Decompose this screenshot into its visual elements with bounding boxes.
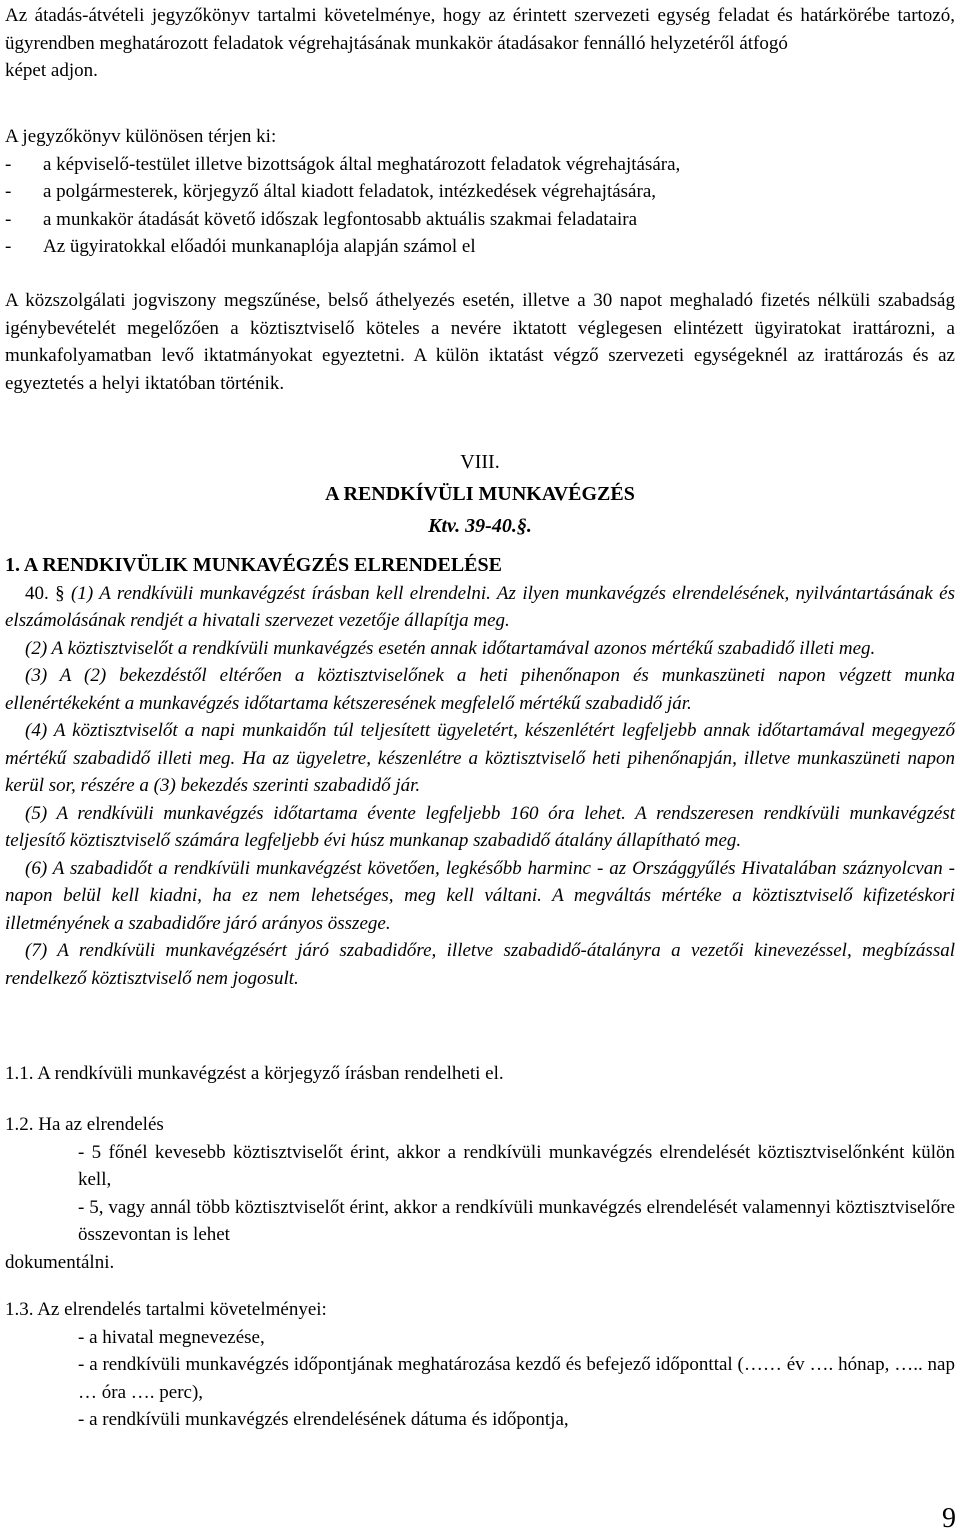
chapter-title: A RENDKÍVÜLI MUNKAVÉGZÉS [325, 483, 635, 505]
section-1-p7: (7) A rendkívüli munkavégzésért járó szabadidőre, illetve szabadidő-átalányra a vezetői kinevezéssel, megbízással rendelkező köztisztviselő nem jogosult. [5, 940, 955, 989]
section-1-1: 1.1. A rendkívüli munkavégzést a körjegyző írásban rendelheti el. [5, 1063, 504, 1084]
section-1-3-item: - a hivatal megnevezése, [78, 1326, 265, 1348]
paragraph-text: (1) A rendkívüli munkavégzést írásban kell elrendelni. Az ilyen munkavégzés elrendelésének, nyilvántartásának és elszámolásának rendjét a hivatali szervezet vezetője állapítja meg. [5, 582, 956, 631]
chapter-heading [5, 446, 955, 542]
section-1-2-item: - 5 főnél kevesebb köztisztviselőt érint, akkor a rendkívüli munkavégzés elrendelését köztisztviselőnként külön kell, [78, 1141, 955, 1190]
list-item: - Az ügyiratokkal előadói munkanaplója alapján számol el [5, 236, 476, 257]
chapter-number: VIII. [460, 451, 500, 473]
intro-continuation: képet adjon. [5, 60, 98, 81]
list-item: - a képviselő-testület illetve bizottságok által meghatározott feladatok végrehajtására, [5, 153, 681, 175]
list-block [5, 123, 955, 261]
page-number: 9 [942, 1503, 956, 1534]
section-1-p6: (6) A szabadidőt a rendkívüli munkavégzést követően, legkésőbb harminc - az Országgyűlés Hivatalában száznyolcvan - napon belül kell kiadni, ha ez nem lehetséges, meg kell váltani. A megváltás mértéke a köztisztviselő kifizetéskori illetményének a szabadidőre járó arányos összege. [5, 857, 955, 934]
section-1-p3: (3) A (2) bekezdéstől eltérően a köztisztviselőnek a heti pihenőnapon és munkaszüneti napon végzett munka ellenértékeként a munkavégzés időtartama kétszeresének megfelelő mértékű szabadidő jár. [5, 665, 955, 714]
section-1-3-heading: 1.3. Az elrendelés tartalmi követelményei: [5, 1299, 327, 1320]
section-1-p5: (5) A rendkívüli munkavégzés időtartama évente legfeljebb 160 óra lehet. A rendszeresen rendkívüli munkavégzést teljesítő köztisztviselő számára legfeljebb évi húsz munkanap szabadidő átalány állapítható meg. [5, 802, 955, 851]
section-1-2 [5, 1111, 955, 1276]
section-1-3-item: - a rendkívüli munkavégzés időpontjának meghatározása kezdő és befejező időponttal (…… év …. hónap, ….. nap … óra …. perc), [78, 1354, 955, 1403]
section-1-p4: (4) A köztisztviselőt a napi munkaidőn túl teljesített ügyeletért, készenlétért legfeljebb annak időtartamával megegyező mértékű szabadidő illeti meg. Ha az ügyeletre, készenlétre a köztisztviselő heti pihenőnapján, illetve munkaszüneti napon kerül sor, részére a (3) bekezdés szerinti szabadidő jár. [5, 720, 955, 796]
section-1 [5, 552, 955, 992]
section-1-heading: 1. A RENDKIVÜLIK MUNKAVÉGZÉS ELRENDELÉSE [5, 554, 502, 576]
section-1-p1 [5, 580, 955, 635]
list-item: - a munkakör átadását követő időszak legfontosabb aktuális szakmai feladataira [5, 208, 638, 230]
intro-block [5, 2, 955, 85]
list-intro: A jegyzőkönyv különösen térjen ki: [5, 126, 277, 147]
chapter-reference: Ktv. 39-40.§. [428, 515, 532, 537]
section-1-2-tail: dokumentálni. [5, 1251, 115, 1273]
section-1-3-item: - a rendkívüli munkavégzés elrendelésének dátuma és időpontja, [78, 1409, 569, 1430]
section-1-2-heading: 1.2. Ha az elrendelés [5, 1114, 164, 1135]
list-item: - a polgármesterek, körjegyző által kiadott feladatok, intézkedések végrehajtására, [5, 181, 657, 202]
paragraph-records: A közszolgálati jogviszony megszűnése, belső áthelyezés esetén, illetve a 30 napot meghaladó fizetés nélküli szabadság igénybevételét megelőzően a köztisztviselő köteles a nevére iktatott véglegesen elintézett ügyiratokat irattározni, a munkafolyamatban levő iktatmányokat egyeztetni. A külön iktatást végző szervezeti egységeknél az irattározás és az egyeztetés a helyi iktatóban történik. [5, 290, 955, 394]
section-1-p2: (2) A köztisztviselőt a rendkívüli munkavégzés esetén annak időtartamával azonos mértékű szabadidő illeti meg. [25, 637, 876, 659]
section-1-2-item: - 5, vagy annál több köztisztviselőt érint, akkor a rendkívüli munkavégzés elrendelését valamennyi köztisztviselőre összevontan is lehet [78, 1196, 955, 1245]
section-1-3 [5, 1296, 955, 1434]
intro-paragraph: Az átadás-átvételi jegyzőkönyv tartalmi követelménye, hogy az érintett szervezeti egység feladat és határkörébe tartozó, ügyrendben meghatározott feladatok végrehajtásának munkakör átadásakor fennálló helyzetéről átfogó [5, 5, 955, 54]
paragraph-number: 40. § [25, 582, 72, 604]
